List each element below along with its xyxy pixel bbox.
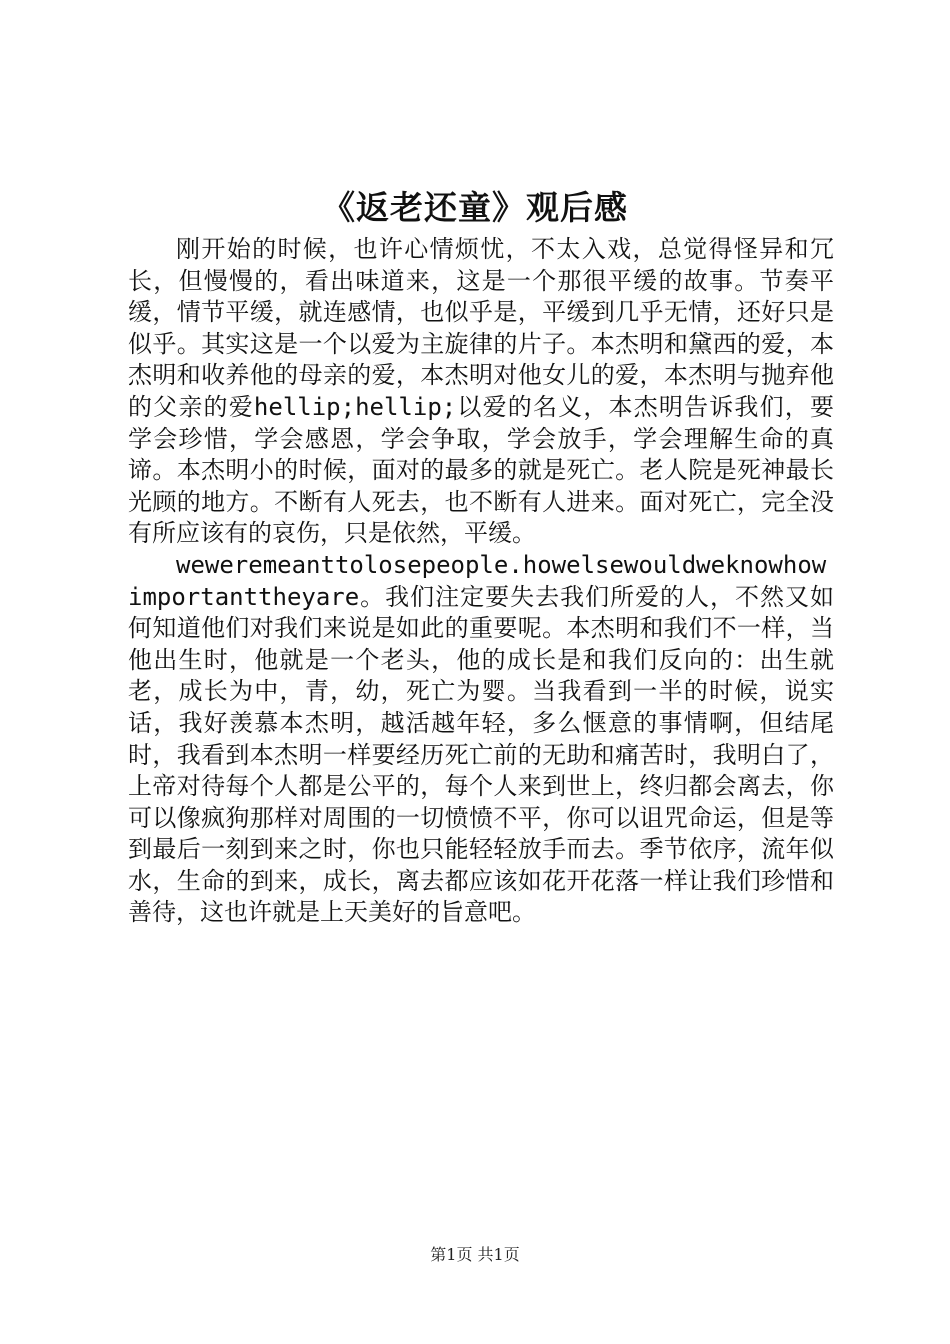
document-body <box>128 234 834 929</box>
paragraph-2: weweremeanttolosepeople.howelsewouldweknowhowimportanttheyare。我们注定要失去我们所爱的人，不然又如何知道他们对我们来说是如此的重要呢。本杰明和我们不一样，当他出生时，他就是一个老头，他的成长是和我们反向的：出生就老，成长为中，青，幼，死亡为婴。当我看到一半的时候，说实话，我好羡慕本杰明，越活越年轻，多么惬意的事情啊，但结尾时，我看到本杰明一样要经历死亡前的无助和痛苦时，我明白了，上帝对待每个人都是公平的，每个人来到世上，终归都会离去，你可以像疯狗那样对周围的一切愤愤不平，你可以诅咒命运，但是等到最后一刻到来之时，你也只能轻轻放手而去。季节依序，流年似水，生命的到来，成长，离去都应该如花开花落一样让我们珍惜和善待，这也许就是上天美好的旨意吧。 <box>128 550 834 927</box>
paragraph-1: 刚开始的时候，也许心情烦忧，不太入戏，总觉得怪异和冗长，但慢慢的，看出味道来，这是一个那很平缓的故事。节奏平缓，情节平缓，就连感情，也似乎是，平缓到几乎无情，还好只是似乎。其实这是一个以爱为主旋律的片子。本杰明和黛西的爱，本杰明和收养他的母亲的爱，本杰明对他女儿的爱，本杰明与抛弃他的父亲的爱hellip;hellip;以爱的名义，本杰明告诉我们，要学会珍惜，学会感恩，学会争取，学会放手，学会理解生命的真谛。本杰明小的时候，面对的最多的就是死亡。老人院是死神最长光顾的地方。不断有人死去，也不断有人进来。面对死亡，完全没有所应该有的哀伤，只是依然，平缓。 <box>128 235 834 548</box>
page-footer: 第1页 共1页 <box>430 1245 520 1264</box>
document-title: 《返老还童》观后感 <box>322 188 628 227</box>
